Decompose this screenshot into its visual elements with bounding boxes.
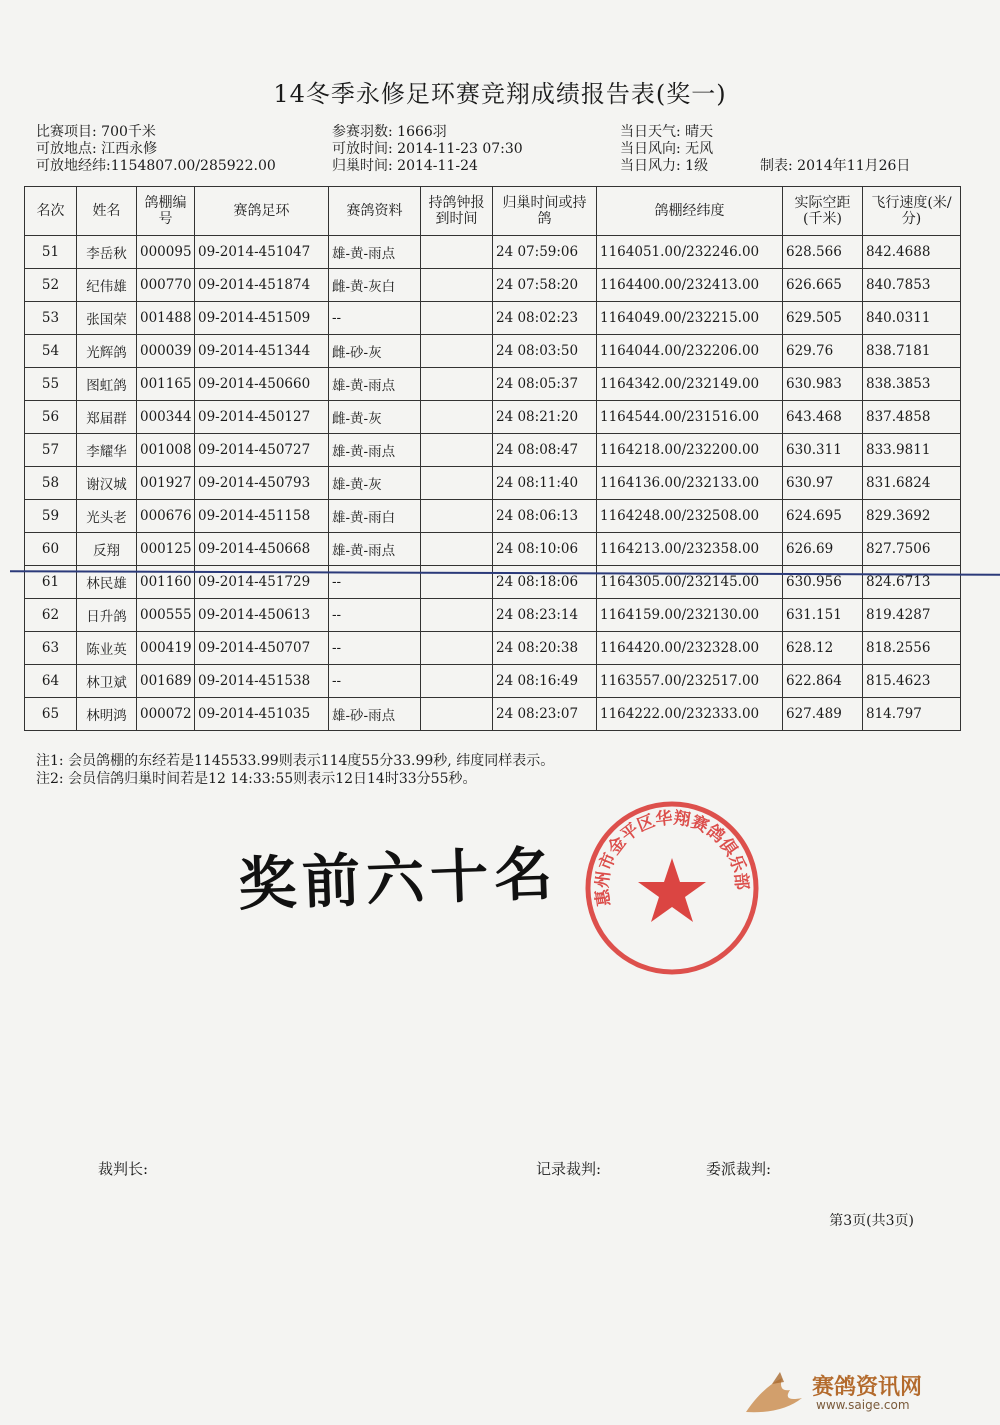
table-cell: 郑届群 xyxy=(77,401,137,434)
table-cell: 840.7853 xyxy=(863,269,961,302)
note-2: 注2: 会员信鸽归巢时间若是12 14:33:55则表示12日14时33分55秒。 xyxy=(36,771,477,787)
table-cell: 60 xyxy=(25,533,77,566)
table-cell: 000555 xyxy=(137,599,195,632)
table-cell: 24 08:02:23 xyxy=(493,302,597,335)
table-cell: -- xyxy=(329,632,421,665)
watermark-url: www.saige.com xyxy=(816,1398,910,1412)
table-cell: 838.7181 xyxy=(863,335,961,368)
table-cell: 000095 xyxy=(137,236,195,269)
meta-item: 可放时间: 2014-11-23 07:30 xyxy=(332,141,523,157)
table-cell: 雌-黄-灰 xyxy=(329,401,421,434)
table-cell: 1164218.00/232200.00 xyxy=(597,434,783,467)
table-cell: 628.566 xyxy=(783,236,863,269)
table-cell: 24 08:16:49 xyxy=(493,665,597,698)
club-seal-stamp xyxy=(582,798,762,978)
table-cell: 815.4623 xyxy=(863,665,961,698)
table-cell: 09-2014-451538 xyxy=(195,665,329,698)
table-cell: 000344 xyxy=(137,401,195,434)
table-cell: 24 08:03:50 xyxy=(493,335,597,368)
meta-col-3 xyxy=(620,124,713,175)
table-cell xyxy=(421,632,493,665)
table-cell: 57 xyxy=(25,434,77,467)
table-cell: 雄-黄-雨点 xyxy=(329,368,421,401)
table-cell xyxy=(421,698,493,731)
table-cell: 09-2014-451729 xyxy=(195,566,329,599)
table-cell xyxy=(421,665,493,698)
meta-item: 可放地点: 江西永修 xyxy=(36,141,158,157)
table-cell: 雌-砂-灰 xyxy=(329,335,421,368)
table-cell: 630.956 xyxy=(783,566,863,599)
table-cell: 000676 xyxy=(137,500,195,533)
table-cell: 纪伟雄 xyxy=(77,269,137,302)
table-cell: 谢汉城 xyxy=(77,467,137,500)
table-cell: 李岳秋 xyxy=(77,236,137,269)
table-cell: 日升鸽 xyxy=(77,599,137,632)
table-cell: 630.983 xyxy=(783,368,863,401)
pigeon-logo-icon xyxy=(742,1368,808,1418)
table-row xyxy=(25,698,961,731)
table-cell: 1164222.00/232333.00 xyxy=(597,698,783,731)
meta-item: 可放地经纬:1154807.00/285922.00 xyxy=(36,158,276,174)
table-cell: 09-2014-451509 xyxy=(195,302,329,335)
table-cell: 陈业英 xyxy=(77,632,137,665)
meta-item: 比赛项目: 700千米 xyxy=(36,124,156,140)
table-cell xyxy=(421,236,493,269)
table-cell: 林民雄 xyxy=(77,566,137,599)
table-cell: 09-2014-451344 xyxy=(195,335,329,368)
meta-col-1 xyxy=(36,124,276,175)
handwritten-annotation: 奖前六十名 xyxy=(237,839,560,919)
notes xyxy=(36,752,554,788)
table-cell: 626.69 xyxy=(783,533,863,566)
column-header: 归巢时间或持鸽 xyxy=(493,187,597,236)
table-row xyxy=(25,599,961,632)
table-cell: 56 xyxy=(25,401,77,434)
table-cell: 001927 xyxy=(137,467,195,500)
table-row xyxy=(25,632,961,665)
table-cell: -- xyxy=(329,599,421,632)
table-cell: 58 xyxy=(25,467,77,500)
table-header-row xyxy=(25,187,961,236)
table-cell: 631.151 xyxy=(783,599,863,632)
table-cell: 63 xyxy=(25,632,77,665)
table-cell: 09-2014-450727 xyxy=(195,434,329,467)
table-cell: 1164044.00/232206.00 xyxy=(597,335,783,368)
table-row xyxy=(25,500,961,533)
table-cell: 64 xyxy=(25,665,77,698)
table-cell: 09-2014-451035 xyxy=(195,698,329,731)
table-cell: 雄-黄-雨白 xyxy=(329,500,421,533)
table-cell: 雄-黄-雨点 xyxy=(329,236,421,269)
table-cell: 627.489 xyxy=(783,698,863,731)
watermark-brand: 赛鸽资讯网 xyxy=(812,1375,923,1400)
table-cell: 827.7506 xyxy=(863,533,961,566)
table-cell: 626.665 xyxy=(783,269,863,302)
table-cell: 55 xyxy=(25,368,77,401)
column-header: 实际空距(千米) xyxy=(783,187,863,236)
column-header: 鸽棚经纬度 xyxy=(597,187,783,236)
table-cell xyxy=(421,500,493,533)
table-cell xyxy=(421,335,493,368)
table-cell: 24 08:18:06 xyxy=(493,566,597,599)
table-cell: 雄-黄-灰 xyxy=(329,467,421,500)
table-row xyxy=(25,269,961,302)
table-cell: 24 08:05:37 xyxy=(493,368,597,401)
table-cell: 24 08:23:07 xyxy=(493,698,597,731)
table-cell: 09-2014-451158 xyxy=(195,500,329,533)
table-cell xyxy=(421,566,493,599)
table-row xyxy=(25,533,961,566)
column-header: 姓名 xyxy=(77,187,137,236)
table-cell: 1164213.00/232358.00 xyxy=(597,533,783,566)
table-cell: 1164049.00/232215.00 xyxy=(597,302,783,335)
table-cell xyxy=(421,368,493,401)
table-cell: 24 08:11:40 xyxy=(493,467,597,500)
column-header: 赛鸽资料 xyxy=(329,187,421,236)
column-header: 鸽棚编号 xyxy=(137,187,195,236)
table-cell: 09-2014-451874 xyxy=(195,269,329,302)
report-title: 14冬季永修足环赛竞翔成绩报告表(奖一) xyxy=(273,80,727,108)
table-row xyxy=(25,665,961,698)
table-cell: 林明鸿 xyxy=(77,698,137,731)
column-header: 名次 xyxy=(25,187,77,236)
table-cell: 09-2014-450613 xyxy=(195,599,329,632)
column-header: 持鸽钟报到时间 xyxy=(421,187,493,236)
table-cell: 831.6824 xyxy=(863,467,961,500)
table-row xyxy=(25,368,961,401)
table-cell: 反翔 xyxy=(77,533,137,566)
delegate-label: 委派裁判: xyxy=(706,1160,772,1178)
judge-label: 裁判长: xyxy=(98,1160,149,1178)
table-cell: 雄-黄-雨点 xyxy=(329,533,421,566)
table-cell: 59 xyxy=(25,500,77,533)
table-cell: 09-2014-450668 xyxy=(195,533,329,566)
table-cell: 1164342.00/232149.00 xyxy=(597,368,783,401)
table-cell: 643.468 xyxy=(783,401,863,434)
table-cell: 000770 xyxy=(137,269,195,302)
table-cell: 829.3692 xyxy=(863,500,961,533)
table-cell xyxy=(421,302,493,335)
table-cell: 624.695 xyxy=(783,500,863,533)
table-cell: 09-2014-450793 xyxy=(195,467,329,500)
table-cell: 李耀华 xyxy=(77,434,137,467)
table-cell: 1164544.00/231516.00 xyxy=(597,401,783,434)
table-cell: 24 08:06:13 xyxy=(493,500,597,533)
meta-item: 当日风向: 无风 xyxy=(620,141,714,157)
table-cell: 814.797 xyxy=(863,698,961,731)
table-cell: 842.4688 xyxy=(863,236,961,269)
table-cell: 622.864 xyxy=(783,665,863,698)
table-cell: 840.0311 xyxy=(863,302,961,335)
table-cell: 雌-黄-灰白 xyxy=(329,269,421,302)
table-cell: 629.76 xyxy=(783,335,863,368)
table-row xyxy=(25,236,961,269)
table-cell: 光头老 xyxy=(77,500,137,533)
table-cell: 1164305.00/232145.00 xyxy=(597,566,783,599)
table-cell: 09-2014-450127 xyxy=(195,401,329,434)
table-cell: 000419 xyxy=(137,632,195,665)
table-cell: 838.3853 xyxy=(863,368,961,401)
table-cell: 001689 xyxy=(137,665,195,698)
table-cell: -- xyxy=(329,302,421,335)
table-cell: 824.6713 xyxy=(863,566,961,599)
table-cell xyxy=(421,434,493,467)
table-cell: 629.505 xyxy=(783,302,863,335)
table-cell: 1164159.00/232130.00 xyxy=(597,599,783,632)
note-1: 注1: 会员鸽棚的东经若是1145533.99则表示114度55分33.99秒, 纬度同样表示。 xyxy=(36,753,555,769)
table-cell: 张国荣 xyxy=(77,302,137,335)
table-cell: 1163557.00/232517.00 xyxy=(597,665,783,698)
table-cell: 837.4858 xyxy=(863,401,961,434)
table-cell: 819.4287 xyxy=(863,599,961,632)
table-cell: 24 08:08:47 xyxy=(493,434,597,467)
meta-item: 当日天气: 晴天 xyxy=(620,124,714,140)
table-cell: 1164420.00/232328.00 xyxy=(597,632,783,665)
table-cell: -- xyxy=(329,665,421,698)
seal-text: 惠州市金平区华翔赛鸽俱乐部 xyxy=(592,808,752,908)
table-cell: 62 xyxy=(25,599,77,632)
meta-item: 当日风力: 1级 xyxy=(620,158,709,174)
table-cell: 24 08:20:38 xyxy=(493,632,597,665)
recorder-label: 记录裁判: xyxy=(536,1160,602,1178)
table-cell: 65 xyxy=(25,698,77,731)
table-row xyxy=(25,467,961,500)
table-cell: 61 xyxy=(25,566,77,599)
table-cell: 818.2556 xyxy=(863,632,961,665)
table-cell: 1164400.00/232413.00 xyxy=(597,269,783,302)
table-cell: 09-2014-450707 xyxy=(195,632,329,665)
meta-col-2 xyxy=(332,124,523,175)
table-cell: 53 xyxy=(25,302,77,335)
table-body xyxy=(25,236,961,731)
table-cell: 1164051.00/232246.00 xyxy=(597,236,783,269)
table-cell: 628.12 xyxy=(783,632,863,665)
table-cell: 1164248.00/232508.00 xyxy=(597,500,783,533)
table-cell: 001488 xyxy=(137,302,195,335)
table-cell: 24 08:10:06 xyxy=(493,533,597,566)
column-header: 飞行速度(米/分) xyxy=(863,187,961,236)
column-header: 赛鸽足环 xyxy=(195,187,329,236)
table-cell: 24 08:23:14 xyxy=(493,599,597,632)
table-cell: 000039 xyxy=(137,335,195,368)
table-row xyxy=(25,401,961,434)
table-cell: 雄-黄-雨点 xyxy=(329,434,421,467)
table-cell xyxy=(421,401,493,434)
table-cell: 630.311 xyxy=(783,434,863,467)
table-cell: 001008 xyxy=(137,434,195,467)
table-cell: 52 xyxy=(25,269,77,302)
table-cell: 000125 xyxy=(137,533,195,566)
table-cell: 630.97 xyxy=(783,467,863,500)
table-cell: 林卫斌 xyxy=(77,665,137,698)
table-cell: 001160 xyxy=(137,566,195,599)
table-cell: 51 xyxy=(25,236,77,269)
table-row xyxy=(25,302,961,335)
table-cell: 001165 xyxy=(137,368,195,401)
table-cell: 光辉鸽 xyxy=(77,335,137,368)
table-cell: 雄-砂-雨点 xyxy=(329,698,421,731)
table-cell: 24 07:59:06 xyxy=(493,236,597,269)
table-cell: 1164136.00/232133.00 xyxy=(597,467,783,500)
meta-item: 归巢时间: 2014-11-24 xyxy=(332,158,478,174)
table-cell: 000072 xyxy=(137,698,195,731)
table-row xyxy=(25,335,961,368)
table-cell: 54 xyxy=(25,335,77,368)
table-cell: 09-2014-451047 xyxy=(195,236,329,269)
table-row xyxy=(25,434,961,467)
table-cell xyxy=(421,533,493,566)
table-cell xyxy=(421,269,493,302)
table-cell: 833.9811 xyxy=(863,434,961,467)
table-cell xyxy=(421,467,493,500)
site-watermark xyxy=(742,1368,972,1420)
results-table xyxy=(24,186,961,731)
table-cell xyxy=(421,599,493,632)
table-cell: 24 08:21:20 xyxy=(493,401,597,434)
table-cell: -- xyxy=(329,566,421,599)
table-cell: 24 07:58:20 xyxy=(493,269,597,302)
table-cell: 图虹鸽 xyxy=(77,368,137,401)
meta-item: 参赛羽数: 1666羽 xyxy=(332,124,447,140)
table-cell: 09-2014-450660 xyxy=(195,368,329,401)
made-date: 制表: 2014年11月26日 xyxy=(760,158,911,174)
page-number: 第3页(共3页) xyxy=(829,1213,914,1229)
